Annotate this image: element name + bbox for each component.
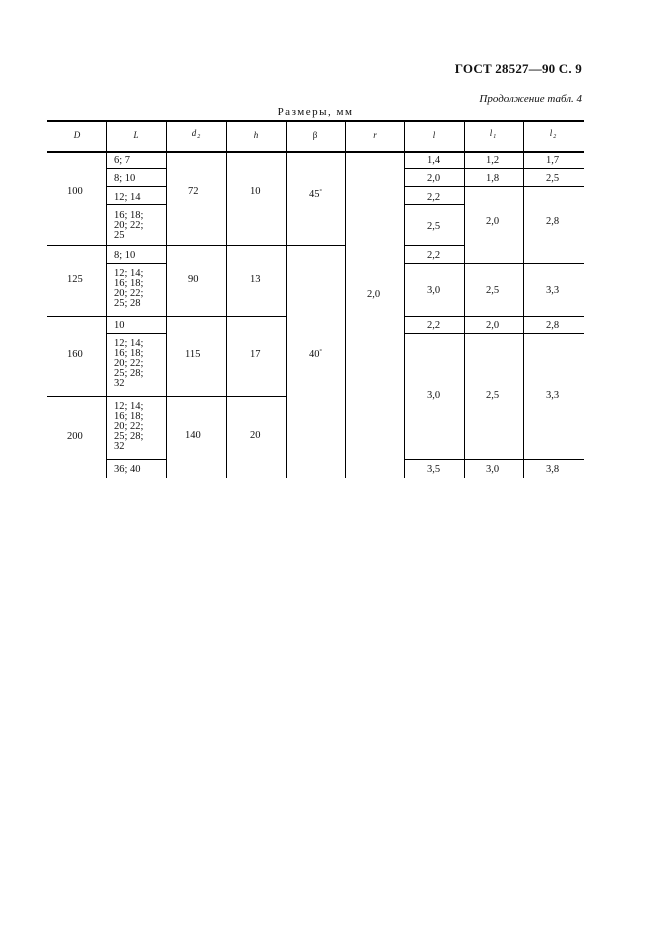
col-header-r: r <box>373 130 377 140</box>
col-rule <box>166 120 167 478</box>
col-header-l2: $l_2$ <box>549 128 557 140</box>
cell-l1: 2,5 <box>486 285 500 296</box>
cell-D: 125 <box>67 274 83 285</box>
cell-d2: 90 <box>188 274 199 285</box>
col-header-l1: $l_1$ <box>489 128 497 140</box>
row-rule <box>404 245 464 246</box>
cell-L: 10 <box>114 320 125 331</box>
col-header-L: L <box>133 130 139 140</box>
cell-l: 3,0 <box>427 285 441 296</box>
cell-d2: 115 <box>185 349 201 360</box>
header-bottom-rule <box>47 151 584 153</box>
cell-L: 36; 40 <box>114 464 141 475</box>
cell-D: 200 <box>67 431 83 442</box>
table-caption: Размеры, мм <box>277 106 354 118</box>
cell-l: 2,5 <box>427 221 441 232</box>
cell-beta: 45° <box>309 189 322 200</box>
cell-l: 3,5 <box>427 464 441 475</box>
cell-L: 12; 14; 16; 18; 20; 22; 25; 28; 32 <box>114 401 144 452</box>
cell-L: 12; 14; 16; 18; 20; 22; 25; 28 <box>114 268 144 309</box>
row-rule <box>404 316 584 317</box>
cell-l1: 2,0 <box>486 216 500 227</box>
cell-h: 17 <box>250 349 261 360</box>
row-rule <box>404 186 584 187</box>
cell-r: 2,0 <box>367 289 381 300</box>
col-rule <box>464 120 465 478</box>
row-rule <box>106 333 167 334</box>
cell-beta: 40° <box>309 349 322 360</box>
cell-l: 1,4 <box>427 155 441 166</box>
cell-L: 8; 10 <box>114 173 136 184</box>
cell-l: 3,0 <box>427 390 441 401</box>
cell-l1: 3,0 <box>486 464 500 475</box>
row-rule <box>404 263 584 264</box>
col-rule <box>286 120 287 478</box>
cell-L: 6; 7 <box>114 155 131 166</box>
cell-l2: 2,8 <box>546 320 560 331</box>
row-rule <box>404 459 584 460</box>
cell-D: 100 <box>67 186 83 197</box>
cell-l1: 2,5 <box>486 390 500 401</box>
col-rule <box>523 120 524 478</box>
standard-page-header: ГОСТ 28527—90 С. 9 <box>454 61 582 76</box>
col-header-D: D <box>73 130 81 140</box>
cell-l2: 2,5 <box>546 173 560 184</box>
row-rule <box>106 168 167 169</box>
cell-l2: 2,8 <box>546 216 560 227</box>
cell-l2: 3,3 <box>546 390 560 401</box>
cell-l: 2,0 <box>427 173 441 184</box>
cell-l: 2,2 <box>427 250 441 261</box>
cell-l1: 1,8 <box>486 173 500 184</box>
cell-d2: 140 <box>185 430 201 441</box>
cell-D: 160 <box>67 349 83 360</box>
table-top-rule <box>47 120 584 122</box>
row-rule <box>404 333 584 334</box>
row-rule <box>106 459 167 460</box>
cell-l1: 2,0 <box>486 320 500 331</box>
col-header-d2: $d_2$ <box>191 128 201 140</box>
row-rule <box>106 204 167 205</box>
group-rule <box>286 245 346 246</box>
col-rule <box>404 120 405 478</box>
col-header-beta: β <box>312 130 318 140</box>
cell-l2: 3,3 <box>546 285 560 296</box>
cell-L: 8; 10 <box>114 250 136 261</box>
cell-h: 20 <box>250 430 261 441</box>
col-rule <box>345 120 346 478</box>
cell-L: 16; 18; 20; 22; 25 <box>114 210 144 241</box>
cell-d2: 72 <box>188 186 199 197</box>
col-header-h: h <box>253 130 259 140</box>
group-rule <box>47 396 167 397</box>
group-rule <box>47 316 167 317</box>
col-rule <box>226 120 227 478</box>
cell-L: 12; 14; 16; 18; 20; 22; 25; 28; 32 <box>114 338 144 389</box>
col-rule <box>106 120 107 478</box>
col-header-l: l <box>432 130 436 140</box>
row-rule <box>106 263 167 264</box>
row-rule <box>106 186 167 187</box>
cell-h: 13 <box>250 274 261 285</box>
cell-l1: 1,2 <box>486 155 500 166</box>
cell-l2: 1,7 <box>546 155 560 166</box>
row-rule <box>404 204 464 205</box>
cell-l: 2,2 <box>427 192 441 203</box>
cell-l: 2,2 <box>427 320 441 331</box>
table-continuation-label: Продолжение табл. 4 <box>479 93 582 105</box>
cell-L: 12; 14 <box>114 192 141 203</box>
row-rule <box>404 168 584 169</box>
cell-l2: 3,8 <box>546 464 560 475</box>
group-rule <box>47 245 167 246</box>
cell-h: 10 <box>250 186 261 197</box>
